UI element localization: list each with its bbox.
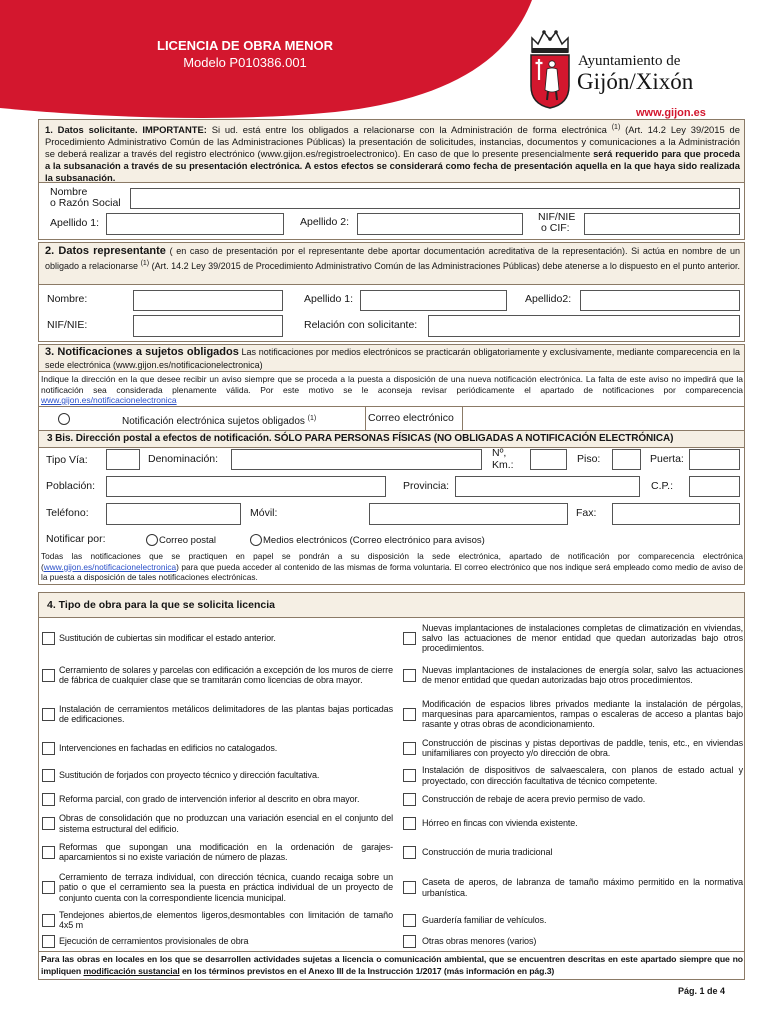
- section2-text-b: (Art. 14.2 Ley 39/2015 de Procedimiento Administrativo Común de las Administraciones Públicas) debe atenerse a lo dispuesto en el punto anterior.: [149, 260, 740, 271]
- work-type-option[interactable]: [42, 908, 393, 932]
- work-type-label: Cerramiento de solares y parcelas con edificación a excepción de los muros de cierre de fábrica de cualquier clase que se tramitarán como licencias de obra mayor.: [59, 664, 393, 685]
- divider: [39, 951, 744, 952]
- work-type-option[interactable]: [42, 656, 393, 694]
- applicant-name-label-2: o Razón Social: [50, 197, 121, 209]
- checkbox[interactable]: [403, 846, 416, 859]
- electronic-notification-label: [122, 413, 316, 427]
- applicant-surname2-input[interactable]: [357, 213, 523, 235]
- work-type-label: Construcción de muria tradicional: [422, 846, 553, 857]
- notify-electronic-label: Medios electrónicos (Correo electrónico para avisos): [263, 535, 485, 546]
- rep-surname1-label: Apellido 1:: [304, 293, 354, 305]
- checkbox[interactable]: [403, 793, 416, 806]
- section2-text-a: ( en caso de presentación por el representante debe aportar documentación acreditativa de la representación). Si actúa en nombre de un obligado a relacionarse: [45, 246, 741, 271]
- org-name-line2: Gijón/Xixón: [577, 69, 694, 94]
- work-type-label: Sustitución de forjados con proyecto técnico y dirección facultativa.: [59, 770, 320, 781]
- section4-note: [41, 953, 743, 977]
- rep-name-label: Nombre:: [47, 293, 88, 305]
- fax-input[interactable]: [612, 503, 740, 525]
- rep-relation-label: Relación con solicitante:: [304, 319, 418, 331]
- applicant-surname2-label: Apellido 2:: [300, 216, 350, 228]
- section3bis-note-b: ) para que pueda acceder al contenido de las mismas de forma voluntaria. El correo electrónico que nos indique será empleado como medio de aviso de la puesta a disposición de tales notificaciones electrónicas.: [41, 561, 743, 582]
- email-input[interactable]: [463, 407, 744, 430]
- footnote-ref: (1): [140, 259, 150, 267]
- work-type-option[interactable]: [403, 908, 743, 932]
- checkbox[interactable]: [403, 632, 416, 645]
- work-type-option[interactable]: [42, 762, 393, 789]
- section2-intro: [45, 245, 740, 272]
- section1-text-b: (Art. 14.2 Ley 39/2015 de Procedimiento Administrativo Común de las Administraciones Públicas) la presentación de solicitudes, instancias, documentos y comunicaciones a la Administración se deberá realizar a través del registro electrónico (www.gijon.es/registroelectronico). En caso de que lo presente presencialmente: [45, 124, 740, 159]
- form-title: LICENCIA DE OBRA MENOR: [157, 38, 333, 53]
- footnote-ref: (1): [611, 124, 621, 131]
- work-type-option[interactable]: [42, 789, 393, 810]
- door-label: Puerta:: [650, 453, 684, 465]
- work-type-list: [38, 620, 745, 950]
- checkbox[interactable]: [403, 935, 416, 948]
- notify-by-label: Notificar por:: [46, 533, 106, 545]
- checkbox[interactable]: [403, 817, 416, 830]
- electronic-notification-radio[interactable]: [58, 413, 70, 425]
- zip-input[interactable]: [689, 476, 740, 497]
- website-link[interactable]: www.gijon.es: [636, 107, 706, 119]
- electronic-notification-text: Notificación electrónica sujetos obligados: [122, 416, 308, 427]
- street-type-input[interactable]: [106, 449, 140, 470]
- street-name-label: Denominación:: [148, 453, 219, 465]
- rep-relation-input[interactable]: [428, 315, 740, 337]
- work-type-label: Reforma parcial, con grado de intervención inferior al descrito en obra mayor.: [59, 794, 360, 805]
- email-label: Correo electrónico: [368, 412, 454, 424]
- work-type-label: Tendejones abiertos,de elementos ligeros,desmontables con limitación de tamaño 4x5 m: [59, 909, 393, 930]
- work-type-option[interactable]: [42, 620, 393, 656]
- work-type-option[interactable]: [403, 932, 743, 950]
- checkbox[interactable]: [42, 793, 55, 806]
- page-number: Pág. 1 de 4: [678, 986, 726, 996]
- coat-of-arms-logo: [525, 28, 575, 110]
- checkbox[interactable]: [42, 817, 55, 830]
- applicant-nif-label-2: o CIF:: [541, 222, 570, 234]
- work-type-label: Nuevas implantaciones de instalaciones completas de climatización en viviendas, salvo las actuaciones de menor entidad que quedan autorizadas bajo otros procedimientos.: [422, 622, 743, 654]
- checkbox[interactable]: [403, 769, 416, 782]
- town-input[interactable]: [106, 476, 386, 497]
- applicant-name-input[interactable]: [130, 188, 740, 209]
- work-type-label: Sustitución de cubiertas sin modificar el estado anterior.: [59, 632, 276, 643]
- section3bis-note-a: Todas las notificaciones que se practiquen en papel se pondrán a su disposición la sede electrónica, apartado de notificación por comparecencia electrónica (: [41, 551, 743, 572]
- work-type-option[interactable]: [42, 734, 393, 762]
- applicant-nif-label-1: NIF/NIE: [538, 211, 576, 223]
- section3bis-note: [41, 551, 743, 583]
- divider: [365, 407, 366, 430]
- work-type-option[interactable]: [403, 810, 743, 837]
- rep-surname2-label: Apellido2:: [525, 293, 572, 305]
- applicant-surname1-input[interactable]: [106, 213, 284, 235]
- notification-link[interactable]: www.gijon.es/notificacionelectronica: [43, 561, 177, 572]
- section3-intro: [45, 346, 740, 371]
- checkbox[interactable]: [42, 881, 55, 894]
- number-label-2: Km.:: [492, 459, 514, 471]
- notify-post-label: Correo postal: [159, 535, 217, 546]
- number-label-1: Nº,: [492, 447, 507, 459]
- work-type-label: Caseta de aperos, de labranza de tamaño máximo permitido en la normativa urbanística.: [422, 877, 743, 898]
- province-input[interactable]: [455, 476, 640, 497]
- checkbox[interactable]: [42, 669, 55, 682]
- work-type-label: Intervenciones en fachadas en edificios no catalogados.: [59, 742, 278, 753]
- header-title-block: [130, 38, 360, 71]
- applicant-surname1-label: Apellido 1:: [50, 217, 100, 229]
- work-type-option[interactable]: [42, 932, 393, 950]
- section1-title: 1. Datos solicitante. IMPORTANTE:: [45, 124, 207, 135]
- checkbox[interactable]: [42, 708, 55, 721]
- province-label: Provincia:: [403, 480, 450, 492]
- checkbox[interactable]: [42, 935, 55, 948]
- section4-note-a: Para las obras en locales en los que se desarrollen actividades sujetas a licencia o comunicación ambiental, que se encuentren descritas en este apartado siempre que no impliquen: [41, 954, 743, 976]
- work-type-option[interactable]: [403, 694, 743, 734]
- section4-note-b: en los términos previstos en el Anexo III de la Instrucción 1/2017 (más información en pág.3): [179, 966, 555, 976]
- checkbox[interactable]: [42, 769, 55, 782]
- phone-input[interactable]: [106, 503, 241, 525]
- work-type-label: Guardería familiar de vehículos.: [422, 914, 547, 925]
- checkbox[interactable]: [403, 742, 416, 755]
- work-type-label: Instalación de dispositivos de salvaescalera, con planos de estado actual y proyectado, con dirección facultativa de técnico competente.: [422, 765, 743, 786]
- work-type-option[interactable]: [403, 789, 743, 810]
- section3-info-text: Indique la dirección en la que desee recibir un aviso siempre que se proceda a la puesta a disposición de una nueva notificación electrónica. La falta de este aviso no impedirá que la notificación sea considerada plenamente válida. Por este motivo se le aconseja revisar periódicamente el apartado de notificaciones por comparecencia: [41, 374, 743, 395]
- work-type-option[interactable]: [403, 867, 743, 908]
- section1-intro: [45, 122, 740, 184]
- work-type-label: Ejecución de cerramientos provisionales de obra: [59, 935, 249, 946]
- rep-nif-input[interactable]: [133, 315, 283, 337]
- work-type-label: Modificación de espacios libres privados mediante la instalación de pérgolas, marquesinas para aparcamientos, rampas o escaleras de acceso a plantas bajo rasante y otras obras de acondicionamiento.: [422, 698, 743, 730]
- rep-surname1-input[interactable]: [360, 290, 507, 311]
- org-name-line1: Ayuntamiento de: [578, 53, 681, 69]
- rep-name-input[interactable]: [133, 290, 283, 311]
- work-type-label: Hórreo en fincas con vivienda existente.: [422, 818, 578, 829]
- mobile-input[interactable]: [369, 503, 568, 525]
- section3-info: [41, 374, 743, 406]
- checkbox[interactable]: [403, 914, 416, 927]
- fax-label: Fax:: [576, 507, 597, 519]
- work-type-option[interactable]: [403, 762, 743, 789]
- notify-electronic-radio[interactable]: [250, 534, 262, 546]
- work-type-label: Reformas que supongan una modificación en la ordenación de garajes-aparcamientos si no existe variación de número de plazas.: [59, 841, 393, 862]
- mobile-label: Móvil:: [250, 507, 278, 519]
- work-type-option[interactable]: [403, 734, 743, 762]
- street-name-input[interactable]: [231, 449, 482, 470]
- form-model-code: Modelo P010386.001: [183, 55, 307, 70]
- work-type-label: Nuevas implantaciones de instalaciones de energía solar, salvo las actuaciones de menor entidad que quedan autorizadas bajo otros procedimientos.: [422, 664, 743, 685]
- work-type-label: Construcción de rebaje de acera previo permiso de vado.: [422, 794, 646, 805]
- checkbox[interactable]: [403, 708, 416, 721]
- footnote-ref: (1): [307, 415, 317, 422]
- section1-text-bold: será requerido para que proceda a la subsanación a través de su presentación electrónica. A estos efectos se considerará como fecha de presentación aquella en la que haya sido realizada la subsanación.: [45, 148, 740, 183]
- section4-title: 4. Tipo de obra para la que se solicita licencia: [47, 599, 275, 611]
- checkbox[interactable]: [403, 881, 416, 894]
- work-type-option[interactable]: [403, 620, 743, 656]
- phone-label: Teléfono:: [46, 507, 89, 519]
- work-type-option[interactable]: [403, 837, 743, 867]
- checkbox[interactable]: [42, 846, 55, 859]
- notify-post-radio[interactable]: [146, 534, 158, 546]
- checkbox[interactable]: [42, 914, 55, 927]
- work-type-label: Obras de consolidación que no produzcan una variación esencial en el conjunto del sistema estructural del edificio.: [59, 813, 393, 834]
- work-type-label: Otras obras menores (varios): [422, 935, 537, 946]
- work-type-label: Cerramiento de terraza individual, con dirección técnica, cuando recaiga sobre un patio o que el cerramiento sea la puesta en práctica individual de un proyecto de conjunto cuenta con la correspondiente licencia municipal.: [59, 872, 393, 903]
- work-type-option[interactable]: [42, 810, 393, 837]
- floor-input[interactable]: [612, 449, 641, 470]
- checkbox[interactable]: [42, 742, 55, 755]
- applicant-name-label-1: Nombre: [50, 186, 88, 198]
- town-label: Población:: [46, 480, 96, 492]
- zip-label: C.P.:: [651, 480, 673, 492]
- work-type-label: Instalación de cerramientos metálicos delimitadores de las plantas bajas porticadas de edificaciones.: [59, 703, 393, 724]
- street-type-label: Tipo Vía:: [46, 454, 88, 466]
- section4-note-underline: modificación sustancial: [83, 966, 180, 976]
- rep-nif-label: NIF/NIE:: [47, 319, 88, 331]
- work-type-label: Construcción de piscinas y pistas deportivas de paddle, tenis, etc., en viviendas unifamiliares con proyecto y/o dirección de obra.: [422, 737, 743, 758]
- section3-title: 3. Notificaciones a sujetos obligados: [45, 346, 239, 358]
- rep-surname2-input[interactable]: [580, 290, 740, 311]
- work-type-option[interactable]: [42, 837, 393, 867]
- notification-link[interactable]: www.gijon.es/notificacionelectronica: [41, 395, 177, 405]
- section3-text: Las notificaciones por medios electrónicos se practicarán obligatoriamente y exclusivamente, mediante comparecencia en la sede electrónica (www.gijon.es/notificacionelectronica): [45, 347, 740, 370]
- work-type-option[interactable]: [42, 867, 393, 908]
- floor-label: Piso:: [577, 453, 601, 465]
- number-input[interactable]: [530, 449, 567, 470]
- section3bis-title: 3 Bis. Dirección postal a efectos de notificación. SÓLO PARA PERSONAS FÍSICAS (NO OBLIGADAS A NOTIFICACIÓN ELECTRÓNICA): [47, 433, 674, 444]
- applicant-nif-input[interactable]: [584, 213, 740, 235]
- door-input[interactable]: [689, 449, 740, 470]
- work-type-option[interactable]: [403, 656, 743, 694]
- checkbox[interactable]: [42, 632, 55, 645]
- work-type-option[interactable]: [42, 694, 393, 734]
- checkbox[interactable]: [403, 669, 416, 682]
- section1-text-a: Si ud. está entre los obligados a relacionarse con la Administración de forma electrónica: [206, 124, 612, 135]
- section2-title: 2. Datos representante: [45, 245, 166, 257]
